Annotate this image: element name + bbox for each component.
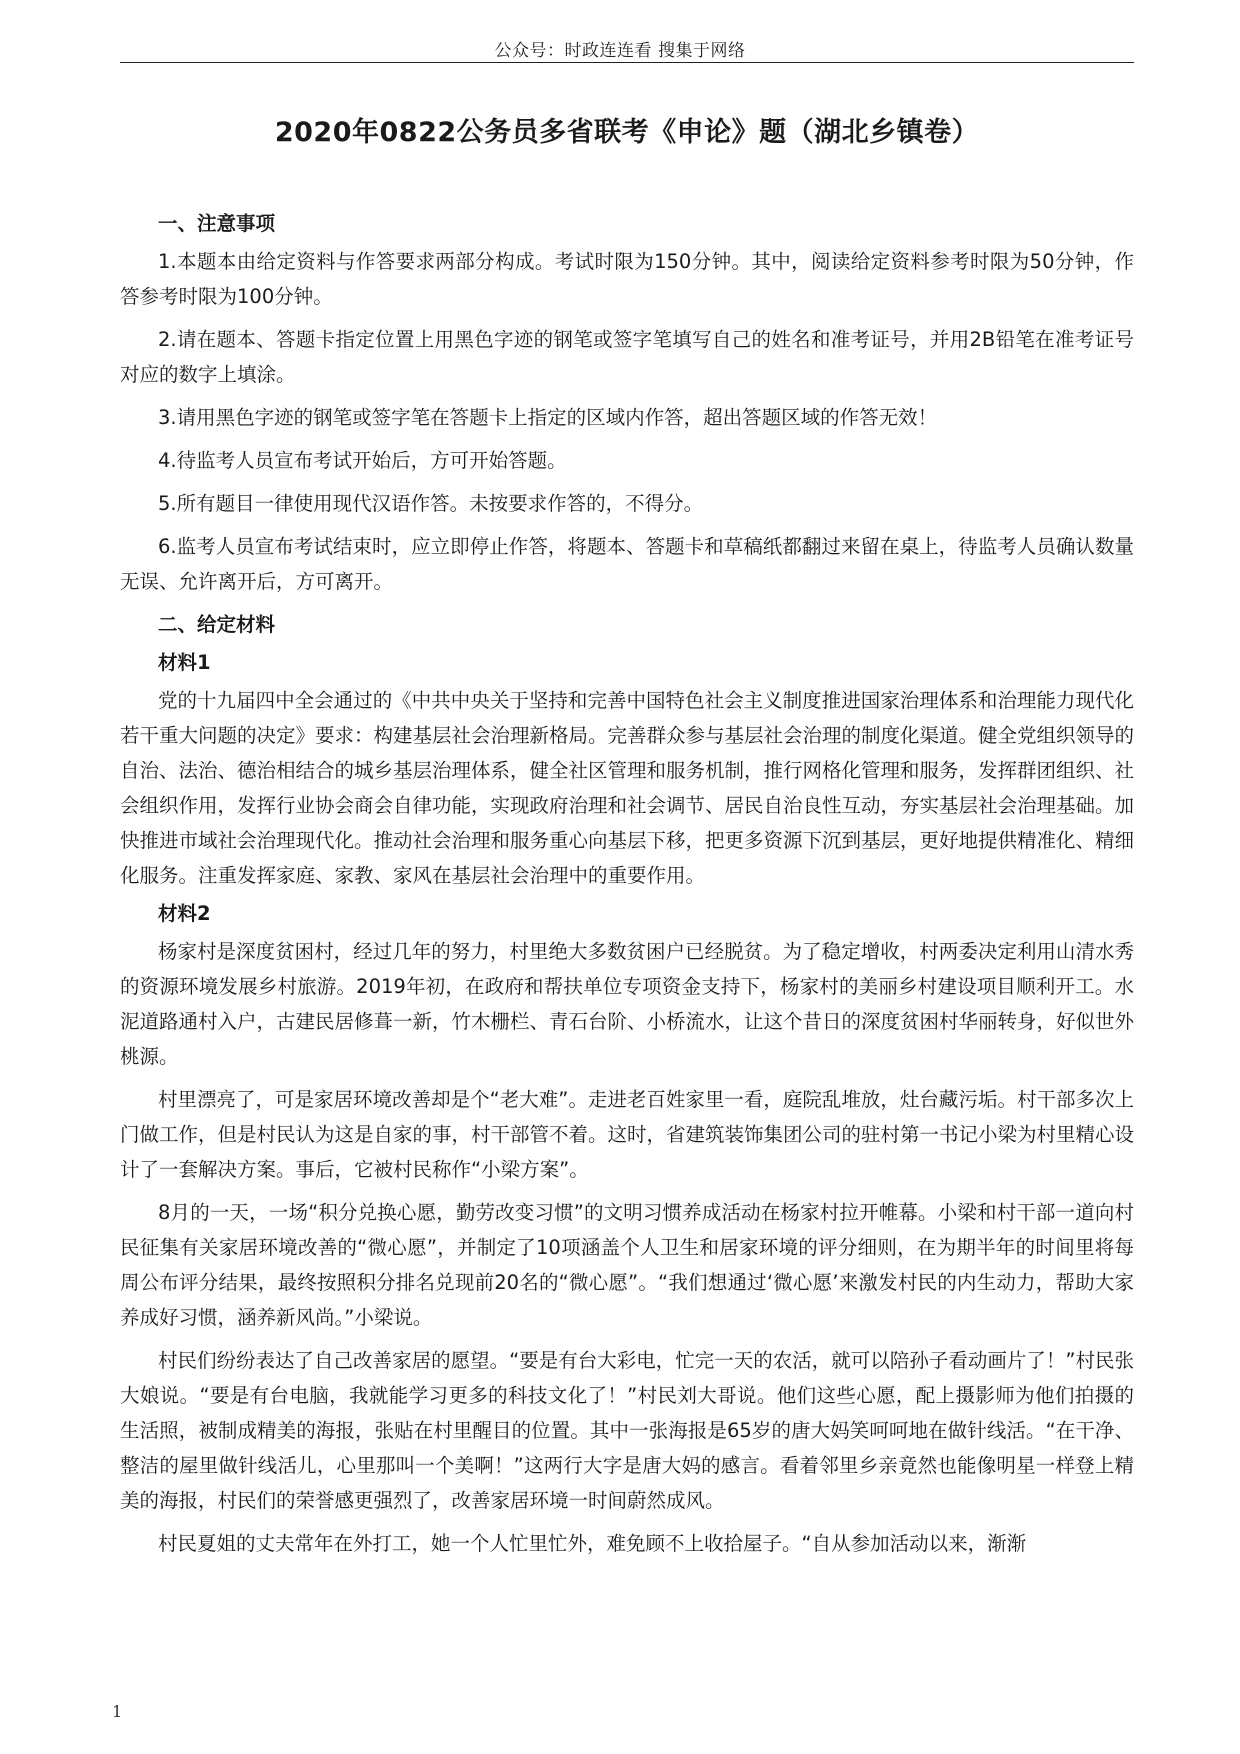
section-heading-notice: 一、注意事项: [158, 212, 276, 235]
material-paragraph: 党的十九届四中全会通过的《中共中央关于坚持和完善中国特色社会主义制度推进国家治理体系和治理能力现代化若干重大问题的决定》要求：构建基层社会治理新格局。完善群众参与基层社会治理的制度化渠道。健全党组织领导的自治、法治、德治相结合的城乡基层治理体系，健全社区管理和服务机制，推行网格化管理和服务，发挥群团组织、社会组织作用，发挥行业协会商会自律功能，实现政府治理和社会调节、居民自治良性互动，夯实基层社会治理基础。加快推进市域社会治理现代化。推动社会治理和服务重心向基层下移，把更多资源下沉到基层，更好地提供精准化、精细化服务。注重发挥家庭、家教、家风在基层社会治理中的重要作用。: [120, 689, 1135, 887]
document-body: [120, 206, 1134, 1561]
material-paragraph: 杨家村是深度贫困村，经过几年的努力，村里绝大多数贫困户已经脱贫。为了稳定增收，村两委决定利用山清水秀的资源环境发展乡村旅游。2019年初，在政府和帮扶单位专项资金支持下，杨家村的美丽乡村建设项目顺利开工。水泥道路通村入户，古建民居修葺一新，竹木栅栏、青石台阶、小桥流水，让这个昔日的深度贫困村华丽转身，好似世外桃源。: [120, 940, 1135, 1068]
material-paragraph: 村里漂亮了，可是家居环境改善却是个“老大难”。走进老百姓家里一看，庭院乱堆放，灶台藏污垢。村干部多次上门做工作，但是村民认为这是自家的事，村干部管不着。这时，省建筑装饰集团公司的驻村第一书记小梁为村里精心设计了一套解决方案。事后，它被村民称作“小梁方案”。: [120, 1088, 1135, 1181]
notice-item: 1.本题本由给定资料与作答要求两部分构成。考试时限为150分钟。其中，阅读给定资料参考时限为50分钟，作答参考时限为100分钟。: [120, 250, 1134, 308]
material-paragraph: 村民们纷纷表达了自己改善家居的愿望。“要是有台大彩电，忙完一天的农活，就可以陪孙子看动画片了！”村民张大娘说。“要是有台电脑，我就能学习更多的科技文化了！”村民刘大哥说。他们这些心愿，配上摄影师为他们拍摄的生活照，被制成精美的海报，张贴在村里醒目的位置。其中一张海报是65岁的唐大妈笑呵呵地在做针线活。“在干净、整洁的屋里做针线活儿，心里那叫一个美啊！”这两行大字是唐大妈的感言。看着邻里乡亲竟然也能像明星一样登上精美的海报，村民们的荣誉感更强烈了，改善家居环境一时间蔚然成风。: [120, 1349, 1134, 1512]
document-title: 2020年0822公务员多省联考《申论》题（湖北乡镇卷）: [274, 117, 980, 148]
header-note: 公众号：时政连连看 搜集于网络: [494, 41, 746, 61]
section-heading-materials: 二、给定材料: [158, 613, 276, 636]
notice-item: 4.待监考人员宣布考试开始后，方可开始答题。: [158, 449, 567, 472]
header-divider: [120, 62, 1134, 63]
notice-item: 2.请在题本、答题卡指定位置上用黑色字迹的钢笔或签字笔填写自己的姓名和准考证号，并用2B铅笔在准考证号对应的数字上填涂。: [120, 328, 1134, 386]
material-paragraph: 8月的一天，一场“积分兑换心愿，勤劳改变习惯”的文明习惯养成活动在杨家村拉开帷幕。小梁和村干部一道向村民征集有关家居环境改善的“微心愿”，并制定了10项涵盖个人卫生和居家环境的评分细则，在为期半年的时间里将每周公布评分结果，最终按照积分排名兑现前20名的“微心愿”。“我们想通过‘微心愿’来激发村民的内生动力，帮助大家养成好习惯，涵养新风尚。”小梁说。: [120, 1201, 1134, 1329]
material-label: 材料2: [158, 902, 211, 925]
material-label: 材料1: [158, 651, 211, 674]
notice-item: 3.请用黑色字迹的钢笔或签字笔在答题卡上指定的区域内作答，超出答题区域的作答无效！: [158, 406, 938, 429]
material-paragraph: 村民夏姐的丈夫常年在外打工，她一个人忙里忙外，难免顾不上收拾屋子。“自从参加活动以来，渐渐: [158, 1532, 1027, 1555]
notice-item: 6.监考人员宣布考试结束时，应立即停止作答，将题本、答题卡和草稿纸都翻过来留在桌上，待监考人员确认数量无误、允许离开后，方可离开。: [120, 535, 1134, 593]
page-number: 1: [112, 1702, 123, 1721]
notice-item: 5.所有题目一律使用现代汉语作答。未按要求作答的，不得分。: [158, 492, 704, 515]
